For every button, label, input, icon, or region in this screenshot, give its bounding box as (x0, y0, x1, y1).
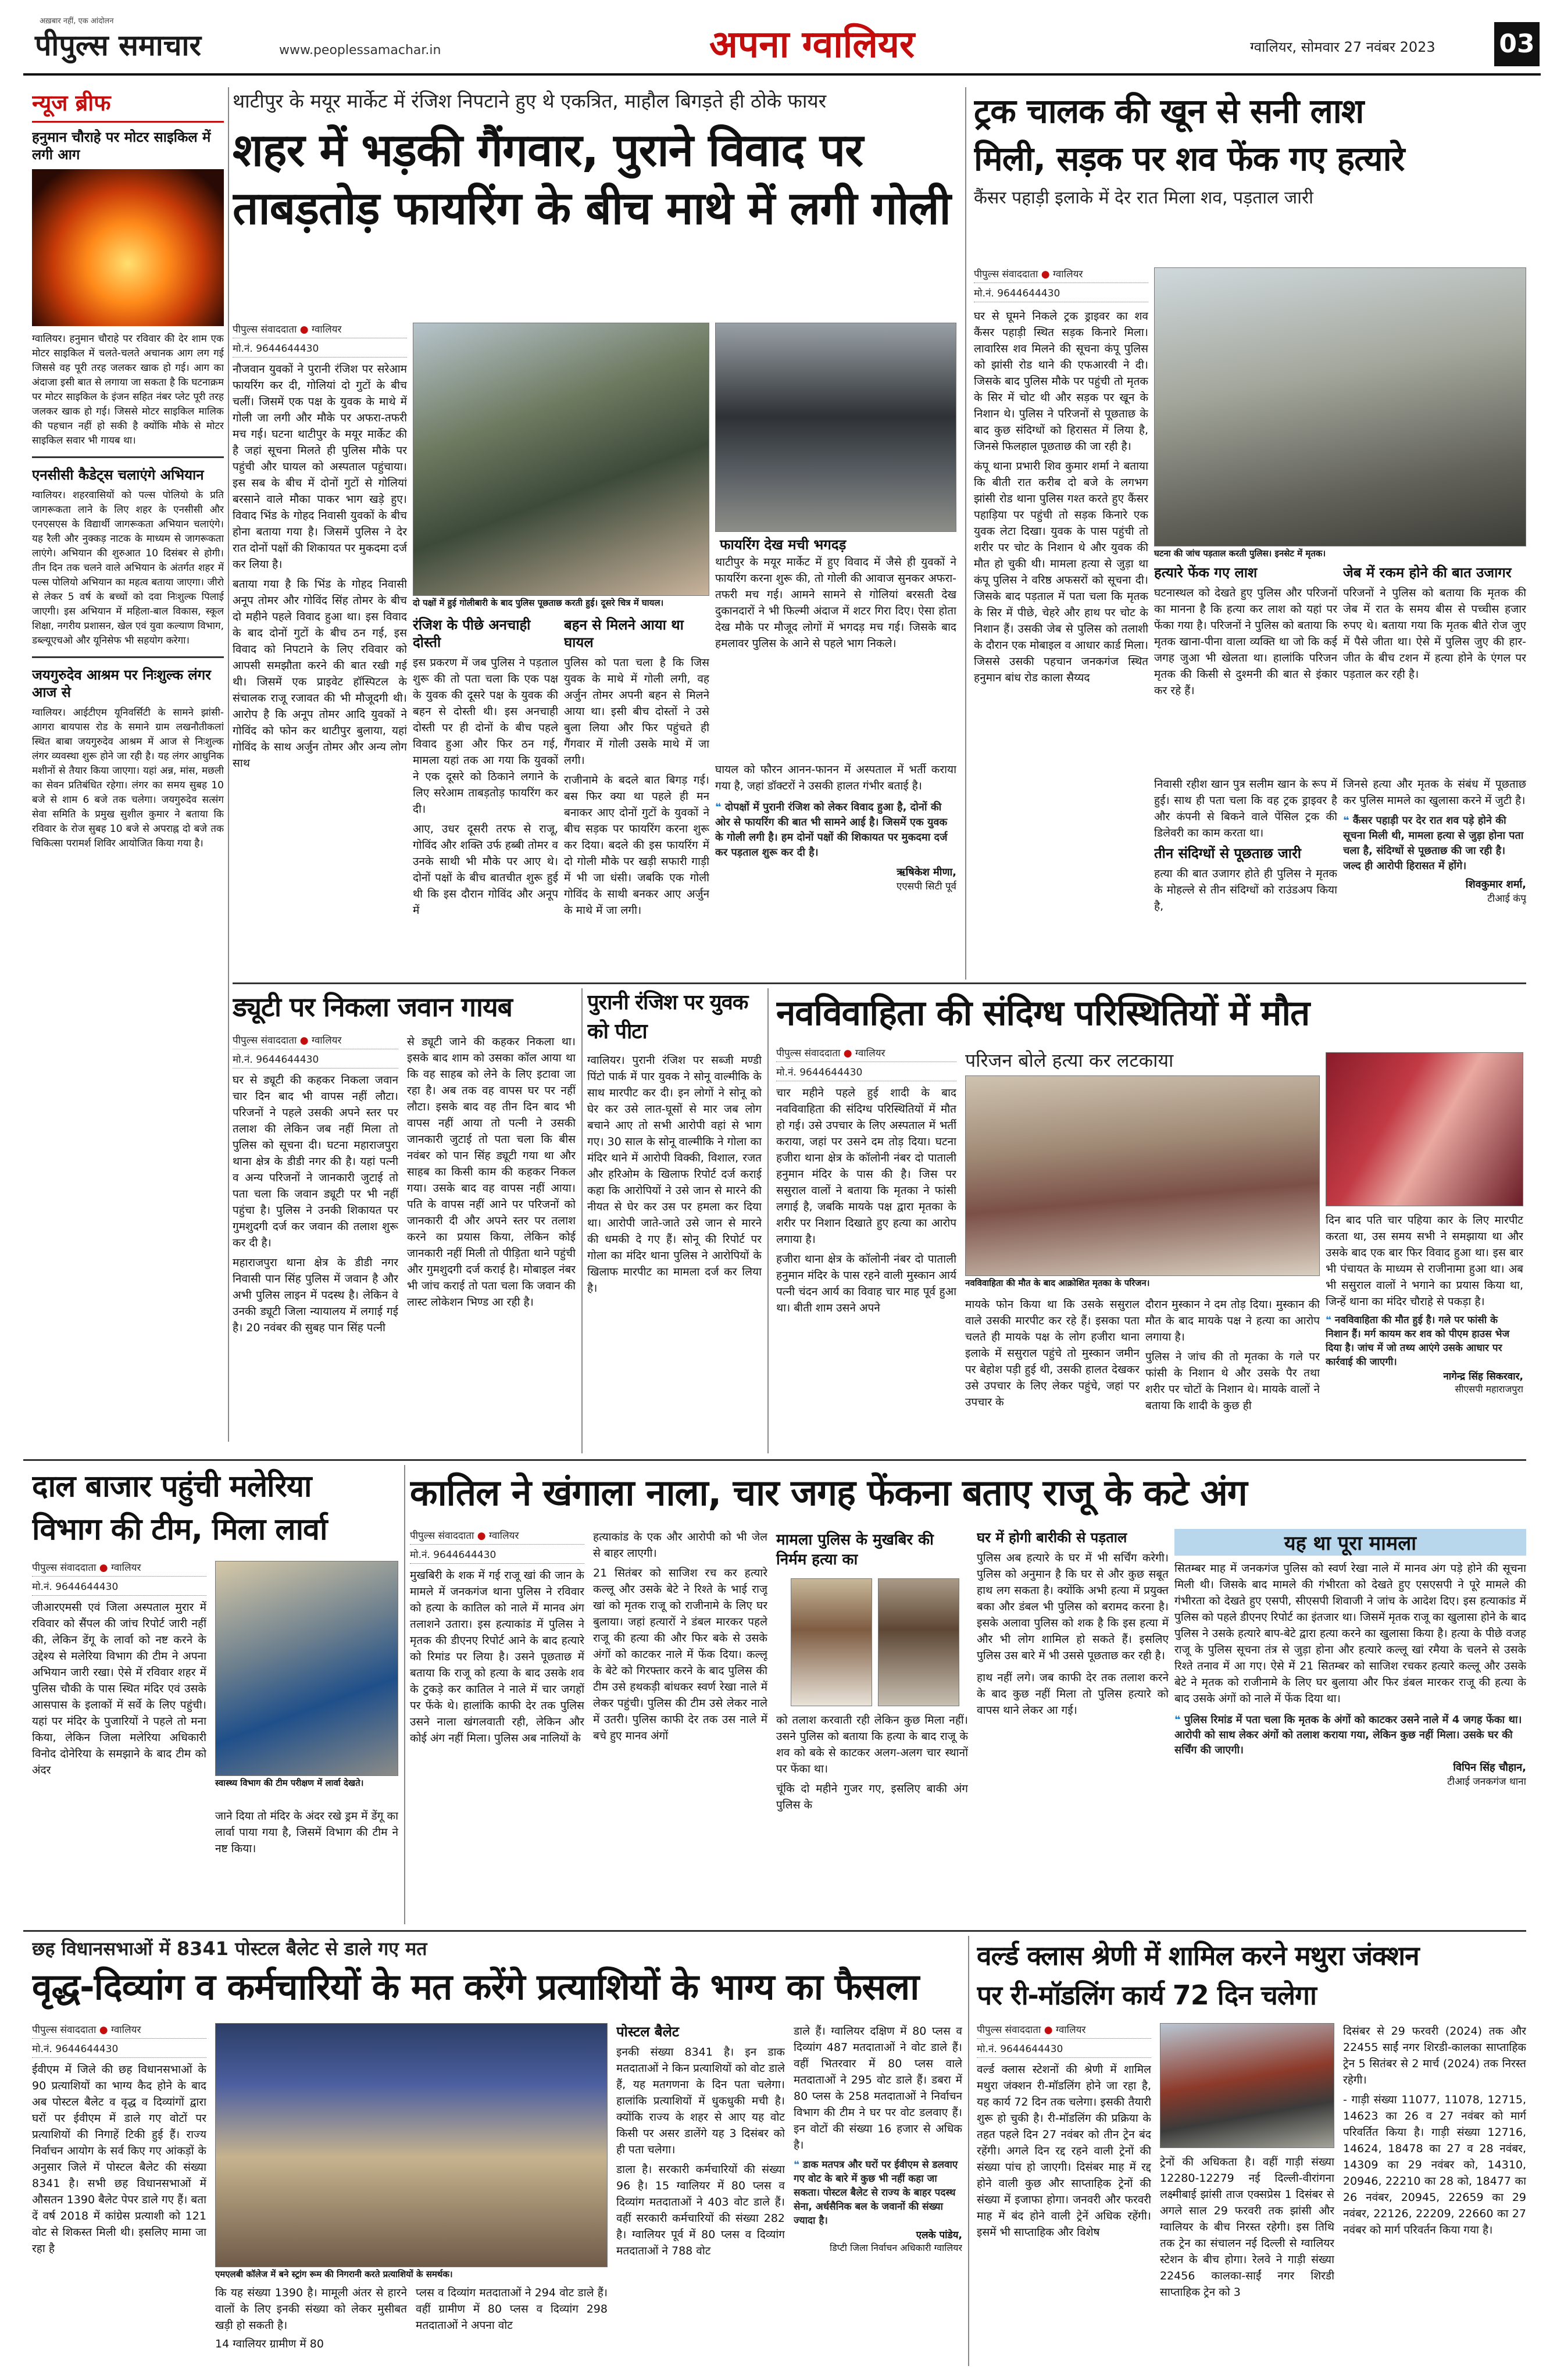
newlywed-death-story (776, 988, 1526, 1453)
story-body: आए, उधर दूसरी तरफ से राजू, गोविंद और शक्ति उर्फ हब्बी तोमर व उनके साथी भी मौके पर आए थे। दोनों पक्षों के बीच बातचीत शुरू हुई थी कि इस दौरान गोविंद और अनूप में (413, 823, 558, 917)
official-quote: ❝ डाक मतपत्र और घरों पर ईवीएम से डलवाए गए वोट के बारे में कुछ भी नहीं कहा जा सकता। पोस्टल बैलेट से राज्य के बाहर पदस्थ सेना, अर्धसैनिक बल के जवानों की संख्या ज्यादा है। (794, 2159, 958, 2227)
official-post: टीआई कंपू (1487, 893, 1526, 905)
train-photo (1160, 2023, 1334, 2148)
news-brief-column (32, 87, 224, 1442)
story-body: 21 सितंबर को साजिश रच कर हत्यारे कल्लू और उसके बेटे ने रिश्ते के भाई राजू खां को मृतक राजू को राजीनामे के लिए घर बुलाया। जहां हत्यारों ने डंबल मारकर पहले राजू की हत्या की और फिर बके से उसके अंगों को काटकर नाले में फेंक दिया। कल्लू के बेटे को गिरफ्तार करने के बाद पुलिस की टीम उसे हथकड़ी बांधकर स्वर्ण रेखा नाले में लेकर पहुंची। पुलिस की टीम उसे लेकर नाले में उतरी। पुलिस काफी देर तक उस नाले में बचे हुए मानव अंगों (593, 1567, 767, 1742)
story-body: निवासी रहीश खान पुत्र सलीम खान के रूप में हुई। साथ ही पता चला कि वह ट्रक ड्राइवर है और कंपनी से बिकने वाले पेंसिल ट्रक की डिलेवरी का काम करता था। (1154, 778, 1337, 839)
story-body: डाला है। सरकारी कर्मचारियों की संख्या 96 है। 15 ग्वालियर में 80 प्लस व दिव्यांग मतदाताओं ने 403 वोट डाले हैं। वहीं सरकारी कर्मचारियों की संख्या 282 है। ग्वालियर पूर्व में 80 प्लस व दिव्यांग मतदाताओं ने 788 वोट (616, 2163, 785, 2257)
story-headline: वर्ल्ड क्लास श्रेणी में शामिल करने मथुरा जंक्शन (977, 1940, 1419, 1971)
photo-caption: नवविवाहिता की मौत के बाद आक्रोशित मृतका के परिजन। (965, 1277, 1320, 1289)
mobile-number: मो.नं. 9644644430 (233, 342, 407, 358)
story-body: जाने दिया तो मंदिर के अंदर रखे ड्रम में डेंगू का लार्वा पाया गया है, जिसमें विभाग की टीम ने नष्ट किया। (215, 1810, 398, 1855)
story-headline: ट्रक चालक की खून से सनी लाश (974, 91, 1364, 131)
story-body: पुलिस अब हत्यारे के घर में भी सर्चिंग करेगी। पुलिस को अनुमान है कि घर से और कुछ सबूत हाथ लग सकता है। क्योंकि अभी हत्या में प्रयुक्त बका और डंबल भी पुलिस को बरामद करना है। इसके अलावा पुलिस को शक है कि इस हत्या में और भी लोग शामिल हो सकते हैं। इसलिए पुलिस उस बारे में भी उससे पूछताछ कर रही है। (977, 1552, 1169, 1662)
story-body: ईवीएम में जिले की छह विधानसभाओं के 90 प्रत्याशियों का भाग्य कैद होने के बाद अब पोस्टल बैलेट व वृद्ध व दिव्यांगों द्वारा घरों पर ईवीएम में डाले गए वोटों पर प्रत्याशियों की निगाहें टिकी हुई हैं। राज्य निर्वाचन आयोग के सर्व किए गए आंकड़ों के अनुसार जिले में पोस्टल बैलेट की संख्या 8341 है। सभी छह विधानसभाओं में औसतन 1390 बैलेट पेपर डाले गए हैं। बता दें वर्ष 2018 में कांग्रेस प्रत्याशी को 121 वोट से शिकस्त मिली थी। इसलिए मामा जा रहा है (32, 2063, 206, 2255)
website-link[interactable]: www.peoplessamachar.in (279, 43, 441, 58)
subhead: पोस्टल बैलेट (616, 2024, 679, 2040)
byline: पीपुल्स संवाददाता ● ग्वालियर (410, 1529, 584, 1545)
story-body: पुलिस को पता चला है कि जिस युवक के माथे में गोली लगी, वह अर्जुन तोमर अपनी बहन से मिलने आया था। इसी बीच दोस्तों ने उसे बुला लिया और फिर पहुंचते ही गैंगवार में गोली उसके माथे में जा लगी। (564, 656, 709, 767)
section-title: अपना ग्वालियर (709, 23, 915, 66)
story-body: ग्वालियर। पुरानी रंजिश पर सब्जी मण्डी पिंटो पार्क में पार युवक ने सोनू वाल्मीकि के साथ मारपीट कर दी। इन लोगों ने सोनू को घेर कर उसे लात-घूसों से मार जब लोग बचाने आए तो सभी आरोपी वहां से भाग गए। 30 साल के सोनू वाल्मीकि ने गोला का मंदिर थाने में आरोपी विक्की, विशाल, रजत और हरिओम के खिलाफ रिपोर्ट दर्ज कराई कहा कि आरोपियों ने उसे जान से मारने की नीयत से घेर कर उस पर हमला कर दिया था। आरोपी जाते-जाते उसे जान से मारने की धमकी दे गए हैं। सोनू की रिपोर्ट पर गोला का मंदिर थाना पुलिस ने आरोपियों के खिलाफ मारपीट का मामला दर्ज कर लिया है। (587, 1054, 762, 1295)
story-headline: वृद्ध-दिव्यांग व कर्मचारियों के मत करेंगे प्रत्याशियों के भाग्य का फैसला (32, 1966, 919, 2008)
story-headline: ताबड़तोड़ फायरिंग के बीच माथे में लगी गोली (233, 183, 951, 235)
byline: पीपुल्स संवाददाता ● ग्वालियर (977, 2023, 1151, 2039)
story-body: पुलिस ने जांच की तो मृतका के गले पर फांसी के निशान थे और उसके पैर तथा शरीर पर चोटों के निशान थे। मायके वालों ने बताया कि शादी के कुछ ही (1145, 1350, 1320, 1412)
subhead: बहन से मिलने आया था घायल (564, 617, 684, 651)
subhead: तीन संदिग्धों से पूछताछ जारी (1154, 845, 1301, 862)
larva-inspection-photo (215, 1561, 398, 1776)
official-quote: ❝ नवविवाहिता की मौत हुई है। गले पर फांसी के निशान हैं। मर्ग कायम कर शव को पीएम हाउस भेज दिया है। जांच में जो तथ्य आएंगे उसके आधार पर कार्रवाई की जाएगी। (1326, 1314, 1510, 1368)
story-body: घटनास्थल को देखते हुए पुलिस और परिजनों का मानना है कि हत्या कर लाश को यहां पर फेंका गया है। परिजनों ने पुलिस को बताया कि मृतक खाना-पीना वाला व्यक्ति था जो कि कई जगह जुआ भी खेलता था। हालांकि परिजन मृतक की किसी से दुश्मनी की बात से इंकार कर रहे हैं। (1154, 587, 1337, 697)
story-headline: कातिल ने खंगाला नाला, चार जगह फेंकना बताए राजू के कटे अंग (410, 1471, 1247, 1514)
story-body: दिसंबर से 29 फरवरी (2024) तक और 22455 साईं नगर शिरडी-कालका साप्ताहिक ट्रेन 5 सितंबर से 2 मार्च (2024) तक निरस्त रहेगी। (1343, 2025, 1526, 2086)
brief-headline: हनुमान चौराहे पर मोटर साइकिल में लगी आग (32, 129, 211, 163)
official-name: नागेन्द्र सिंह सिकरवार, (1443, 1371, 1523, 1382)
page-number: 03 (1494, 22, 1540, 66)
story-body: घायल को फौरन आनन-फानन में अस्पताल में भर्ती कराया गया है, जहां डॉक्टरों ने उसकी हालत गंभीर बताई है। (715, 763, 956, 792)
story-body: घर से ड्यूटी की कहकर निकला जवान चार दिन बाद भी वापस नहीं लौटा। परिजनों ने पहले उसकी अपने स्तर पर तलाश की लेकिन जब नहीं मिला तो पुलिस को सूचना दी। घटना महाराजपुरा थाना क्षेत्र के डीडी नगर की है। यहां पत्नी व अन्य परिजनों ने जानकारी जुटाई तो पता चला कि जवान ड्यूटी पर भी नहीं पहुंचा है। पुलिस ने उनकी शिकायत पर गुमशुदगी दर्ज कर जवान की तलाश शुरू कर दी है। (233, 1074, 398, 1249)
story-body: को तलाश करवाती रही लेकिन कुछ मिला नहीं। उसने पुलिस को बताया कि हत्या के बाद राजू के शव को बके से काटकर अलग-अलग चार स्थानों पर फेंका था। (776, 1714, 968, 1775)
masthead (23, 12, 1541, 76)
story-headline: नवविवाहिता की संदिग्ध परिस्थितियों में मौत (776, 993, 1310, 1034)
story-body: जिनसे हत्या और मृतक के संबंध में पूछताछ कर पुलिस मामले का खुलासा करने में जुटी है। (1343, 778, 1526, 807)
gangwar-story (233, 87, 956, 980)
photo-caption: एमएलबी कॉलेज में बने स्ट्रांग रूम की निगरानी करते प्रत्याशियों के समर्थक। (215, 2268, 608, 2280)
story-body: वर्ल्ड क्लास स्टेशनों की श्रेणी में शामिल मथुरा जंक्शन री-मॉडलिंग होने जा रहा है, यह कार्य 72 दिन तक चलेगा। इसकी तैयारी शुरू हो चुकी है। री-मॉडलिंग की प्रक्रिया के तहत पहले दिन 27 नवंबर को तीन ट्रेन बंद रहेंगी। अगले दिन रद्द रहने वाली ट्रेनों की संख्या पांच हो जाएगी। दिसंबर माह में रद्द होने वाली कुछ और साप्ताहिक ट्रेनों की संख्या में इजाफा होगा। जनवरी और फरवरी माह में बंद होने वाली ट्रेनें अधिक रहेंगी। इसमें भी साप्ताहिक और विशेष (977, 2063, 1151, 2239)
byline: पीपुल्स संवाददाता ● ग्वालियर (974, 267, 1148, 283)
official-quote: ❝ दोपक्षों में पुरानी रंजिश को लेकर विवाद हुआ है, दोनों की ओर से फायरिंग की बात भी सामने आई है। जिसमें एक युवक के गोली लगी है। हम दोनों पक्षों की शिकायत पर मुकदमा दर्ज कर पड़ताल शुरू कर दी है। (715, 801, 948, 859)
mobile-number: मो.नं. 9644644430 (410, 1548, 584, 1564)
story-headline: पर री-मॉडलिंग कार्य 72 दिन चलेगा (977, 1979, 1316, 2011)
story-body: राजीनामे के बदले बात बिगड़ गई। बस फिर क्या था पहले ही मन बनाकर आए दोनों गुटों के युवकों ने बीच सड़क पर फायरिंग करना शुरू कर दिया। बदले की इस फायरिंग में दो गोली मौके पर खड़ी सफारी गाड़ी में भी जा धंसी। जबकि एक गोली गोविंद के साथी बनकर आए अर्जुन के माथे में जा लगी। (564, 774, 709, 917)
raju-murder-story (410, 1465, 1526, 1924)
case-summary-box (1174, 1529, 1526, 1924)
story-body: - गाड़ी संख्या 11077, 11078, 12715, 14623 का 26 व 27 नवंबर को मार्ग परिवर्तित किया है। गाड़ी संख्या 12716, 14624, 18478 का 27 व 28 नवंबर, 14309 का 29 नवंबर को, 14310, 20946, 22210 का 28 को, 18477 का 26 नवंबर, 20945, 22659 का 29 नवंबर, 22126, 22209, 22660 का 27 नवंबर को मार्ग परिवर्तन किया गया है। (1343, 2093, 1526, 2236)
car-photo (715, 323, 956, 532)
byline: पीपुल्स संवाददाता ● ग्वालियर (776, 1046, 956, 1062)
story-headline: पुरानी रंजिश पर युवक को पीटा (587, 991, 748, 1044)
story-body: कंपू थाना प्रभारी शिव कुमार शर्मा ने बताया कि बीती रात करीब दो बजे के लगभग झांसी रोड थाना पुलिस गश्त करते हुए कैंसर पहाड़िया पर पहुंची तो सड़क किनारे एक युवक लेटा दिखा। युवक के पास पहुंची तो शरीर पर चोट के निशान थे और युवक की मौत हो चुकी थी। मामला हत्या से जुड़ा था कंपू पुलिस ने वरिष्ठ अफसरों को सूचना दी। जिसके बाद पड़ताल में पता चला कि मृतक के सिर में पीछे, चेहरे और हाथ पर चोट के निशान हैं। उसकी जेब से पुलिस को तलाशी के दौरान एक मोबाइल व आधार कार्ड मिला। जिससे उसकी पहचान जनकगंज स्थित हनुमान बांध रोड काला सैय्यद (974, 460, 1148, 684)
mobile-number: मो.नं. 9644644430 (233, 1053, 398, 1069)
story-body: से ड्यूटी जाने की कहकर निकला था। इसके बाद शाम को उसका कॉल आया था कि वह साहब को लेने के लिए इटावा जा रहा है। अब तक वह वापस घर पर नहीं लौटा। इसके बाद वह तीन दिन बाद भी वापस नहीं आया तो पत्नी ने उसकी जानकारी जुटाई तो पता चला कि बीस नवंबर को पान सिंह ड्यूटी गया था और साहब का किसी काम की कहकर निकल गया। उसके बाद वह वापस नहीं आया। पति के वापस नहीं आने पर परिजनों को जानकारी दी और अपने स्तर पर तलाश करने का प्रयास किया, लेकिन कोई जानकारी नहीं मिली तो पीड़िता थाने पहुंची और गुमशुदगी दर्ज कराई है। मोबाइल नंबर भी जांच कराई तो पता चला कि जवान की लास्ट लोकेशन भिण्ड आ रही है। (407, 1035, 576, 1309)
news-brief-label: न्यूज ब्रीफ (32, 87, 224, 123)
story-body: सितम्बर माह में जनकगंज पुलिस को स्वर्ण रेखा नाले में मानव अंग पड़े होने की सूचना मिली थी। जिसके बाद मामले की गंभीरता को देखते हुए एसएसपी ने पूरे मामले की गंभीरता को देखते हुए एसपी, सीएसपी शिवाजी ने जांच के आदेश दिए। इस हत्याकांड में पुलिस को पहले डीएनए रिपोर्ट का इंतजार था। जिसमें मृतक राजू का खुलासा होने के बाद पुलिस ने उसके हत्यारे बाप-बेटे द्वारा हत्या करने का खुलासा किया है। हत्या के पीछे वजह राजू के पुलिस सूचना तंत्र से जुड़ा होना और हत्यारे कल्लू खां रमैया के चलने से उसके रिश्ते तनाव में आ गए। ऐसे में 21 सितम्बर को साजिश रचकर हत्यारे कल्लू और उसके बेटे ने मृतक को राजीनामे के लिए घर बुलाया और फिर डंबल मारकर राजू की हत्या के बाद उसके अंगों को नाले में फेंक दिया था। (1174, 1562, 1526, 1705)
brief-body: ग्वालियर। शहरवासियों को पल्स पोलियो के प्रति जागरूकता लाने के लिए शहर के एनसीसी और एनएसएस के विद्यार्थी जागरूकता अभियान चलाएंगे। यह रैली और नुक्कड़ नाटक के माध्यम से जागरूकता लाएंगे। अभियान की शुरुआत 10 दिसंबर से होगी। तीन दिन तक चलने वाले अभियान के अंतर्गत शहर में पल्स पोलियो अभियान का महत्व बताया जाएगा। जीरो से लेकर 5 वर्ष के बच्चों को दवा निःशुल्क पिलाई जाएगी। इस अभियान में महिला-बाल विकास, स्कूल शिक्षा, नगरीय प्रशासन, खेल एवं युवा कल्याण विभाग, डब्ल्यूएचओ और यूनिसेफ भी सहयोग करेगा। (32, 489, 224, 646)
story-body: 14 ग्वालियर ग्रामीण में 80 (215, 2338, 324, 2350)
official-post: एएसपी सिटी पूर्व (896, 881, 956, 892)
brief-body: ग्वालियर। आईटीएम यूनिवर्सिटी के सामने झांसी-आगरा बायपास रोड के समाने ग्राम लखनौतीकलां स्थित बाबा जयगुरुदेव आश्रम में आज से निःशुल्क लंगर व्यवस्था शुरू होने जा रही है। यह लंगर आधुनिक मशीनों से तैयार किया जाएगा। यहां अन्न, मांस, मछली का सेवन प्रतिबंधित रहेगा। लंगर का समय सुबह 10 बजे से शाम 6 बजे तक चलेगा। जयगुरुदेव सत्संग सेवा समिति के प्रमुख सुशील कुमार ने बताया कि रविवार के रोज सुबह 10 बजे से अपराह्न दो बजे तक चिकित्सा परामर्श शिविर आयोजित किया गया है। (32, 707, 224, 849)
photo-caption: घटना की जांच पड़ताल करती पुलिस। इनसेट में मृतक। (1154, 548, 1526, 559)
official-quote: ❝ कैंसर पहाड़ी पर देर रात शव पड़े होने की सूचना मिली थी, मामला हत्या से जुड़ा होना पता चला है, संदिग्धों से पूछताछ की जा रही है। जल्द ही आरोपी हिरासत में होंगे। (1343, 814, 1524, 872)
byline: पीपुल्स संवाददाता ● ग्वालियर (32, 1561, 206, 1577)
ranjish-story (587, 988, 762, 1453)
story-headline: शहर में भड़की गैंगवार, पुराने विवाद पर (233, 124, 863, 177)
truck-driver-story (974, 87, 1526, 980)
story-body: नौजवान युवकों ने पुरानी रंजिश पर सरेआम फायरिंग कर दी, गोलियां दो गुटों के बीच चलीं। जिसमें एक पक्ष के युवक के माथे में गोली जा लगी और मौके पर अफरा-तफरी मच गई। घटना थाटीपुर के मयूर मार्केट की है जहां सूचना मिलते ही पुलिस मौके पर पहुंची और घायल को अस्पताल पहुंचाया। इस सब के बीच में दोनों गुटों से गोलियां बरसाने वाले मौका पाकर भाग खड़े हुए। विवाद भिंड के गोहद निवासी युवकों के बीच होना बताया गया है। जिसमें पुलिस ने देर रात दोनों पक्षों की शिकायत पर मुकदमा दर्ज कर लिया है। (233, 363, 407, 571)
story-headline: विभाग की टीम, मिला लार्वा (32, 1512, 327, 1547)
official-name: विपिन सिंह चौहान, (1453, 1761, 1526, 1774)
story-body: चार महीने पहले हुई शादी के बाद नवविवाहिता की संदिग्ध परिस्थितियों में मौत हो गई। उसे उपचार के लिए अस्पताल में भर्ती कराया, जहां पर उसने दम तोड़ दिया। घटना हजीरा थाना क्षेत्र के कॉलोनी नंबर दो पाताली हनुमान मंदिर के पास की है। जिस पर ससुराल वालों ने बताया कि मृतका ने फांसी लगाई है, जबकि मायके पक्ष द्वारा मृतका के शरीर पर निशान दिखाते हुए हत्या का आरोप लगाया है। (776, 1087, 956, 1246)
official-name: शिवकुमार शर्मा, (1465, 878, 1526, 891)
jawan-missing-story (233, 988, 576, 1453)
logo: पीपुल्स समाचार (35, 28, 201, 62)
story-body: हत्या की बात उजागर होते ही पुलिस ने मृतक के मोहल्ले से तीन संदिग्धों को राउंडअप किया है, (1154, 867, 1337, 913)
photo-caption: फायरिंग देख मची भगदड़ (720, 537, 847, 553)
mobile-number: मो.नं. 9644644430 (776, 1066, 956, 1081)
logo-tagline: अख़बार नहीं, एक आंदोलन (40, 17, 114, 26)
accused-photo (878, 1578, 959, 1706)
story-body: हाथ नहीं लगे। जब काफी देर तक तलाश करने के बाद कुछ नहीं मिला तो पुलिस हत्यारे को वापस थाने लेकर आ गई। (977, 1671, 1169, 1717)
malaria-story (32, 1465, 398, 1924)
story-kicker: थाटीपुर के मयूर मार्केट में रंजिश निपटाने हुए थे एकत्रित, माहौल बिगड़ते ही ठोके फायर (233, 90, 827, 112)
official-post: डिप्टी जिला निर्वाचन अधिकारी ग्वालियर (829, 2242, 962, 2253)
brief-headline: जयगुरुदेव आश्रम पर निःशुल्क लंगर आज से (32, 667, 211, 701)
official-quote: ❝ पुलिस रिमांड में पता चला कि मृतक के अंगों को काटकर उसने नाले में 4 जगह फेंका था। आरोपी को साथ लेकर अंगों को तलाश कराया गया, लेकिन कुछ नहीं मिला। उसके घर की सर्चिंग की जाएगी। (1174, 1714, 1522, 1756)
story-kicker: छह विधानसभाओं में 8341 पोस्टल बैलेट से डाले गए मत (32, 1938, 427, 1960)
stampede-body: थाटीपुर के मयूर मार्केट में हुए विवाद में जैसे ही युवकों ने फायरिंग करना शुरू की, तो गोली की आवाज सुनकर अफरा-तफरी मच गई। आमने सामने से गोलियां बरसती देख दुकानदारों ने भी फिल्मी अंदाज में शटर गिरा दिए। ऐसा होता देख मौके पर मौजूद लोगों में भगदड़ मच गई। जिसके बाद हमलावर पुलिस के आने से पहले भाग निकले। (715, 556, 956, 650)
official-name: एलके पांडेय, (916, 2229, 962, 2241)
postal-ballot-story (32, 1936, 962, 2366)
story-body: मुखबिरी के शक में गई राजू खां की जान के मामले में जनकगंज थाना पुलिस ने रविवार को हत्या के कातिल को नाले में मानव अंग तलाशने उतारा। इस हत्याकांड में पुलिस ने मृतक की डीएनए रिपोर्ट आने के बाद हत्यारे को रिमांड पर लिया है। उसने पूछताछ में बताया कि राजू को हत्या के बाद उसके शव के टुकड़े कर कातिल ने नाले में चार जगहों पर फेंके थे। हालांकि काफी देर तक पुलिस उसने नाला खंगलवाती रही, लेकिन और कोई अंग नहीं मिला। पुलिस अब नालियों के (410, 1569, 584, 1745)
official-post: सीएसपी महाराजपुरा (1455, 1384, 1523, 1395)
byline: पीपुल्स संवाददाता ● ग्वालियर (233, 1034, 398, 1049)
story-body: ट्रेनों की अधिकता है। वहीं गाड़ी संख्या 12280-12279 नई दिल्ली-वीरांगना लक्ष्मीबाई झांसी ताज एक्सप्रेस 1 दिसंबर से अगले साल 29 फरवरी तक झांसी और ग्वालियर के बीच निरस्त रहेगी। इस तिथि तक ट्रेन का संचालन नई दिल्ली से ग्वालियर स्टेशन के बीच होगा। रेलवे ने गाड़ी संख्या 22456 कालका-साईं नगर शिरडी साप्ताहिक ट्रेन को 3 (1160, 2156, 1334, 2299)
story-body: बताया गया है कि भिंड के गोहद निवासी अनूप तोमर और गोविंद सिंह तोमर के बीच दो महीने पहले विवाद हुआ था। इस विवाद के बाद दोनों गुटों के बीच ठन गई, इस विवाद को निपटाने के लिए रविवार को आपसी समझौता करने की बात रखी गई थी। जिसमें एक प्राइवेट हॉस्पिटल के संचालक राजू रजावत की भी मौजूदगी थी। आरोप है कि अनूप तोमर आदि युवकों ने गोविंद को फोन कर थाटीपुर बुलाया, यहां गोविंद के साथ अर्जुन तोमर और अन्य लोग साथ (233, 578, 407, 770)
mobile-number: मो.नं. 9644644430 (974, 287, 1148, 302)
mobile-number: मो.नं. 9644644430 (977, 2042, 1151, 2058)
story-body: दिन बाद पति चार पहिया कार के लिए मारपीट करता था, उस समय सभी ने समझाया था और उसके बाद एक बार फिर विवाद हुआ था। इस बार भी पंचायत के माध्यम से राजीनामा हुआ था। अब भी ससुराल वालों ने भगाने का प्रयास किया था, जिन्हें थाना का मंदिर चौराहे से पकड़ा है। (1326, 1214, 1523, 1308)
official-post: टीआई जनकगंज थाना (1447, 1776, 1526, 1788)
mobile-number: मो.नं. 9644644430 (32, 2042, 206, 2058)
story-body: हजीरा थाना क्षेत्र के कॉलोनी नंबर दो पाताली हनुमान मंदिर के पास रहने वाली मुस्कान आर्य पत्नी चंदन आर्य का विवाह चार माह पूर्व हुआ था। बीती शाम उसने अपने (776, 1253, 956, 1314)
byline: पीपुल्स संवाददाता ● ग्वालियर (233, 323, 407, 338)
subhead: घर में होगी बारीकी से पड़ताल (977, 1530, 1127, 1546)
story-body: मायके फोन किया था कि उसके ससुराल वाले उसकी मारपीट कर रहे हैं। इसका पता चलते ही मायके पक्ष के लोग हजीरा थाना इलाके में ससुराल पहुंचे तो मुस्कान जमीन पर बेहोश पड़ी हुई थी, उसकी हालत देखकर उसे उपचार के लिए लेकर पहुंचे, जहां पर उपचार के (965, 1298, 1140, 1409)
official-name: ऋषिकेश मीणा, (897, 866, 956, 878)
dateline: ग्वालियर, सोमवार 27 नवंबर 2023 (1250, 39, 1435, 55)
box-headline: यह था पूरा मामला (1174, 1529, 1526, 1556)
subhead: रंजिश के पीछे अनचाही दोस्ती (413, 617, 531, 651)
bride-photo (1326, 1052, 1523, 1206)
story-body: घर से घूमने निकले ट्रक ड्राइवर का शव कैंसर पहाड़ी स्थित सड़क किनारे मिला। लावारिस शव मिलने की सूचना कंपू पुलिस को झांसी रोड थाने की एफआरवी ने दी। जिसके बाद पुलिस मौके पर पहुंची तो मृतक के सिर में चोट थी और सड़क पर खून के निशान थे। पुलिस ने परिजनों से पूछताछ के बाद कुछ संदिग्धों को हिरासत में लिया है, जिनसे फिलहाल पूछताछ की जा रही है। (974, 310, 1148, 453)
story-headline: दाल बाजार पहुंची मलेरिया (32, 1469, 312, 1504)
crime-scene-photo (1154, 267, 1526, 546)
strong-room-photo (215, 2023, 608, 2267)
story-body: इनकी संख्या 8341 है। इन डाक मतदाताओं ने किन प्रत्याशियों को वोट डाले हैं, यह मतगणना के दिन पता चलेगा। हालांकि प्रत्याशियों में धुकधुकी मची है। क्योंकि राज्य के शहर से आए यह वोट किसी पर असर डालेंगे यह 3 दिसंबर को ही पता चलेगा। (616, 2046, 785, 2156)
story-body: कि यह संख्या 1390 है। मामूली अंतर से हारने वालों के लिए इनकी संख्या को लेकर मुसीबत खड़ी हो सकती है। (215, 2286, 407, 2332)
police-inquiry-photo (413, 323, 709, 596)
story-body: इस प्रकरण में जब पुलिस ने पड़ताल शुरू की तो पता चला कि एक पक्ष के युवक की दूसरे पक्ष के युवक की बहन से दोस्ती थी। इस अनचाही दोस्ती पर ही दोनों के बीच पहले विवाद हुआ और फिर ठन गई, मामला यहां तक आ गया कि युवकों ने एक दूसरे को ठिकाने लगाने के लिए सरेआम ताबड़तोड़ फायरिंग कर दी। (413, 656, 558, 816)
story-body: परिजनों ने पुलिस को बताया कि मृतक की जेब में रात के समय बीस से पच्चीस हजार रुपए थे। बताया गया कि मृतक बीते रोज जुए में पैसे जीता था। ऐसे में पुलिस जुए की हार-जीत के बीच टशन में हत्या होने के एंगल पर पड़ताल कर रही है। (1343, 587, 1526, 681)
story-headline: ड्यूटी पर निकला जवान गायब (233, 991, 512, 1023)
story-body: जीआरएमसी एवं जिला अस्पताल मुरार में रविवार को सैंपल की जांच रिपोर्ट जारी नहीं की, लेकिन डेंगू के लार्वा को नष्ट करने के उद्देश्य से मलेरिया विभाग की टीम ने अपना अभियान जारी रखा। ऐसे में रविवार शहर में पुलिस चौकी के पास स्थित मंदिर एवं उसके आसपास के इलाकों में सर्वे के लिए पहुंची। यहां पर मंदिर के पुजारियों ने पहले तो मना किया, लेकिन जिला मलेरिया अधिकारी विनोद दोनेरिया के समझाने के बाद टीम को अंदर (32, 1601, 206, 1777)
mobile-number: मो.नं. 9644644430 (32, 1580, 206, 1596)
brief-body: ग्वालियर। हनुमान चौराहे पर रविवार की देर शाम एक मोटर साइकिल में चलते-चलते अचानक आग लग गई जिससे वह पूरी तरह जलकर खाक हो गई। आग का अंदाजा इसी बात से लगाया जा सकता है कि घटनाक्रम पर मोटर साइकिल के इंजन सहित नंबर प्लेट पूरी तरह जलकर खाक हो गई। जिससे मोटर साइकिल मालिक की पहचान नहीं हो सकी है क्योंकि मौके से मोटर साइकिल सवार भी गायब था। (32, 333, 224, 446)
story-body: डाले हैं। ग्वालियर दक्षिण में 80 प्लस व दिव्यांग 487 मतदाताओं ने वोट डाले हैं। वहीं भितरवार में 80 प्लस वाले मतदाताओं ने 295 वोट डाले हैं। डबरा में 80 प्लस के 258 मतदाताओं ने निर्वाचन विभाग की टीम ने घर पर वोट डलवाए हैं। इन वोटों की संख्या 16 हजार से अधिक है। (794, 2025, 962, 2152)
protesting-family-photo (965, 1075, 1320, 1276)
railway-remodelling-story (977, 1936, 1526, 2366)
photo-caption: स्वास्थ्य विभाग की टीम परीक्षण में लार्वा देखते। (215, 1777, 398, 1789)
story-body: हत्याकांड के एक और आरोपी को भी जेल से बाहर लाएगी। (593, 1531, 767, 1560)
story-deck: परिजन बोले हत्या कर लटकाया (965, 1049, 1174, 1071)
subhead: मामला पुलिस के मुखबिर की निर्मम हत्या का (776, 1531, 934, 1568)
story-body: चूंकि दो महीने गुजर गए, इसलिए बाकी अंग पुलिस के (776, 1782, 968, 1811)
fire-photo (32, 169, 224, 326)
victim-photo (791, 1578, 872, 1706)
byline: पीपुल्स संवाददाता ● ग्वालियर (32, 2023, 206, 2039)
subhead: जेब में रकम होने की बात उजागर (1343, 564, 1512, 581)
subhead: हत्यारे फेंक गए लाश (1154, 564, 1258, 581)
photo-caption: दो पक्षों में हुई गोलीबारी के बाद पुलिस पूछताछ करती हुई। दूसरे चित्र में घायल। (413, 597, 709, 609)
brief-headline: एनसीसी कैडेट्स चलाएंगे अभियान (32, 467, 204, 483)
story-headline: मिली, सड़क पर शव फेंक गए हत्यारे (974, 139, 1405, 178)
story-body: दौरान मुस्कान ने दम तोड़ दिया। मुस्कान की मौत के बाद मायके पक्ष ने हत्या का आरोप लगाया है। (1145, 1298, 1320, 1343)
story-deck: कैंसर पहाड़ी इलाके में देर रात मिला शव, पड़ताल जारी (974, 188, 1313, 208)
story-body: प्लस व दिव्यांग मतदाताओं ने 294 वोट डाले हैं। वहीं ग्रामीण में 80 प्लस व दिव्यांग 298 मतदाताओं ने अपना वोट (416, 2286, 608, 2332)
story-body: महाराजपुरा थाना क्षेत्र के डीडी नगर निवासी पान सिंह पुलिस में जवान है और अभी पुलिस लाइन में पदस्थ है। लेकिन वे उनकी ड्यूटी जिला न्यायालय में लगाई गई है। 20 नवंबर की सुबह पान सिंह पत्नी (233, 1256, 398, 1334)
